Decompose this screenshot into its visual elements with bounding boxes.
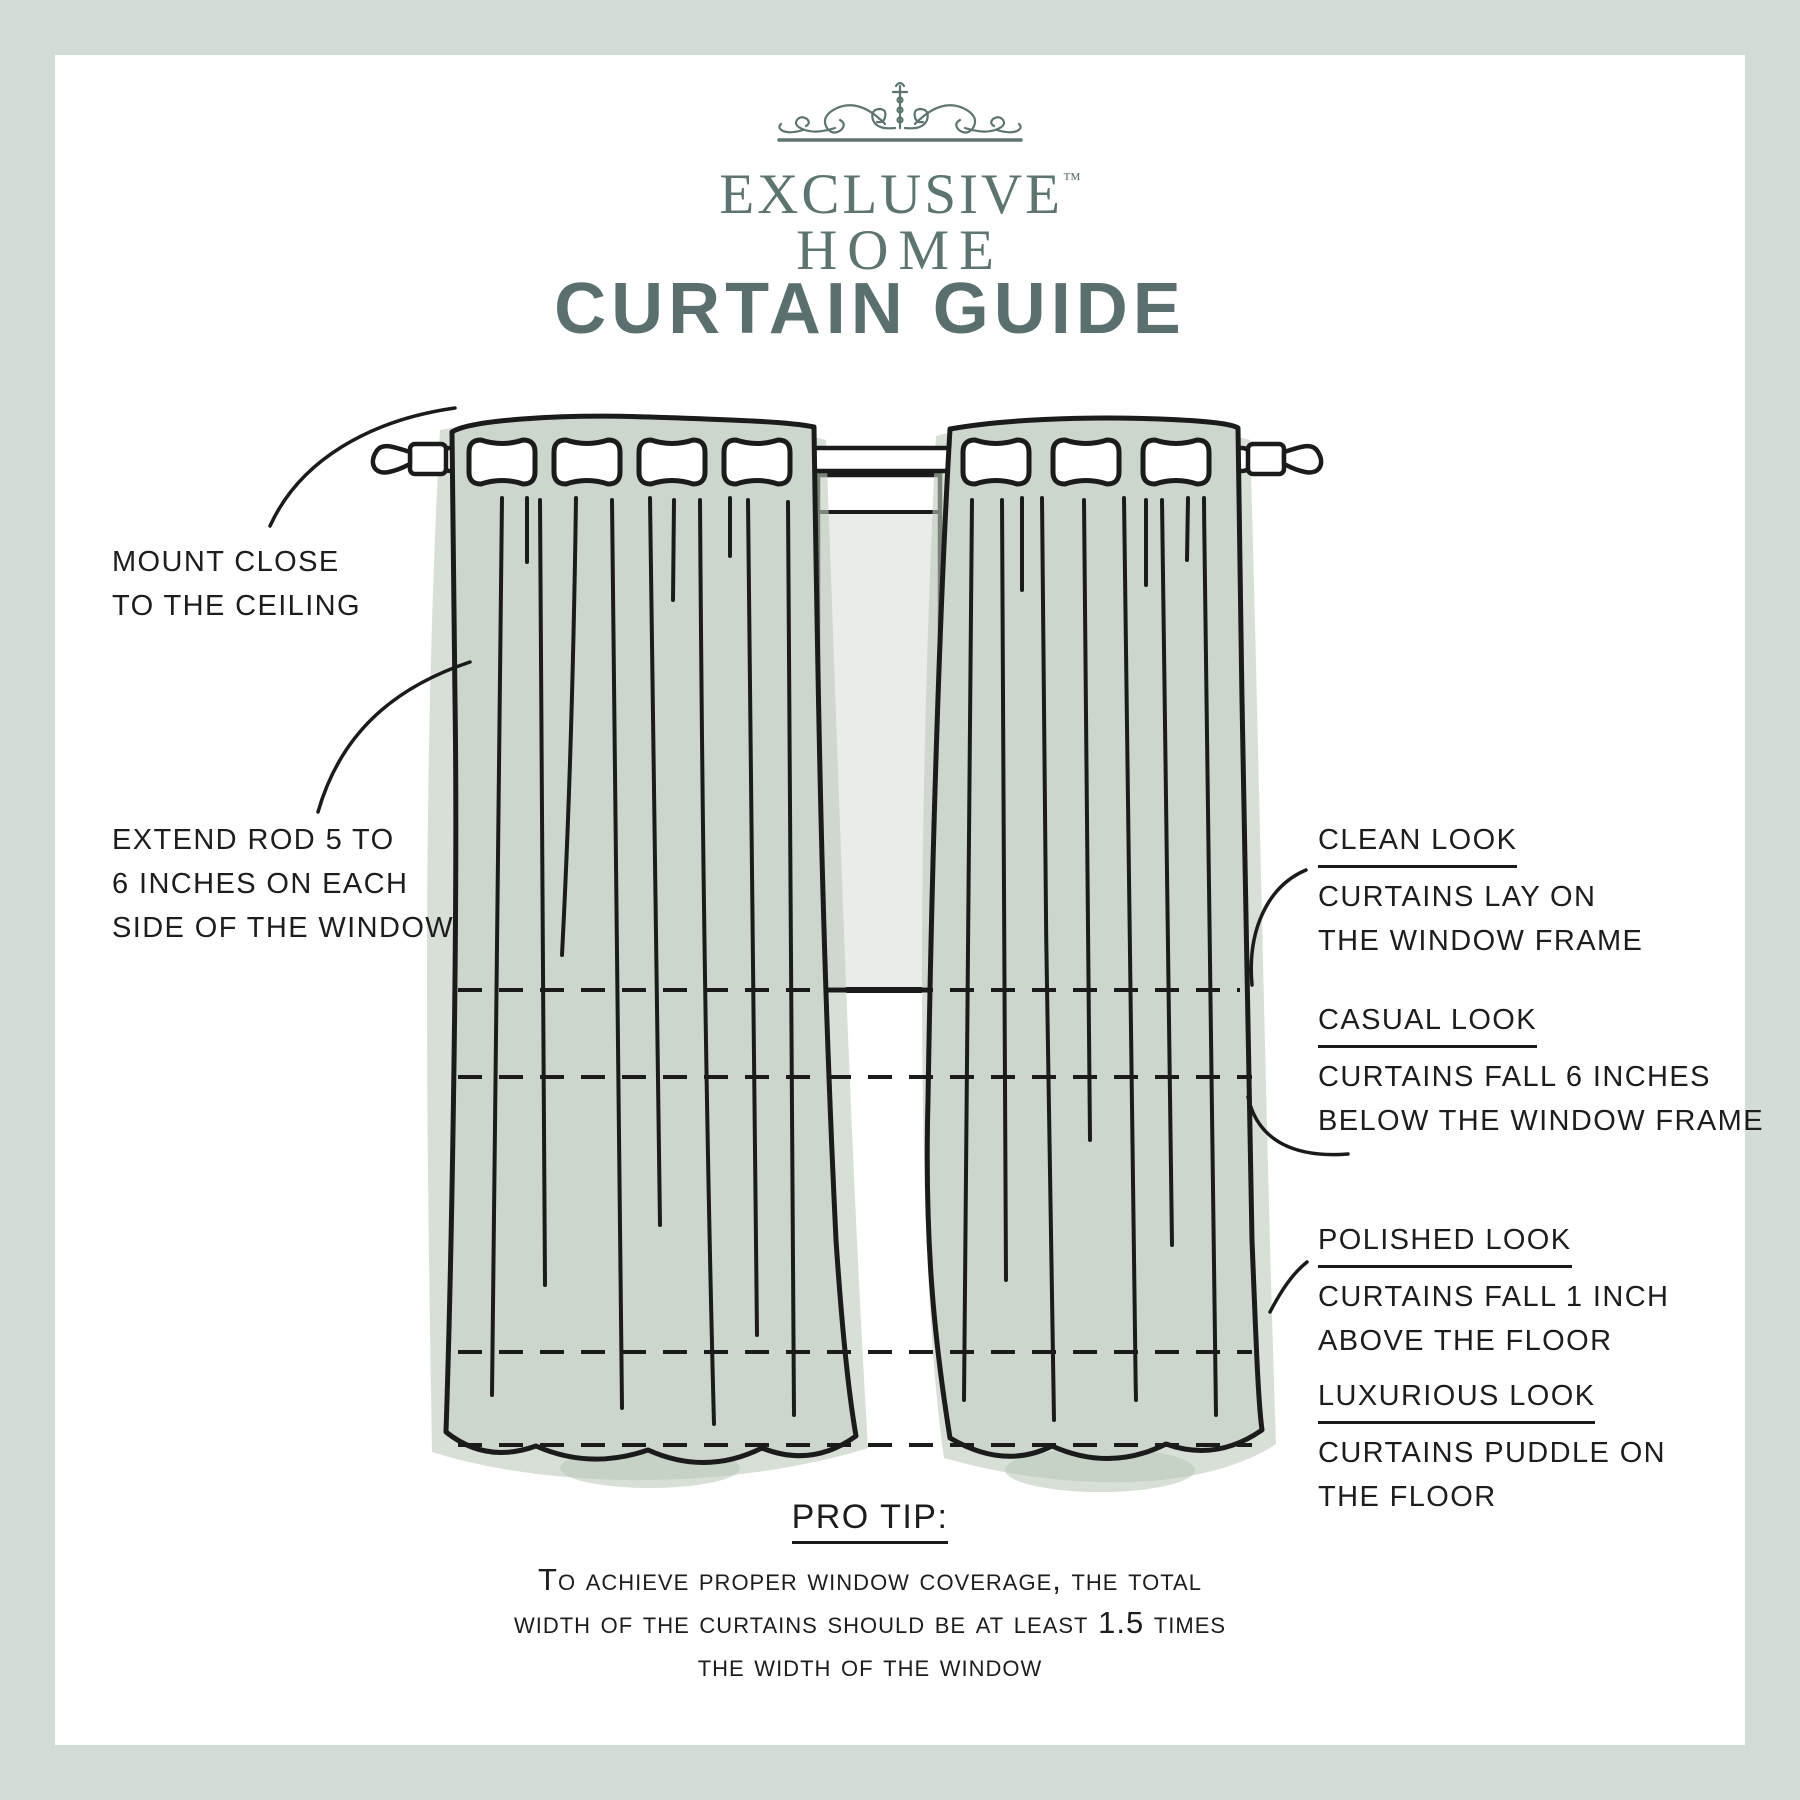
annotation-clean-look	[1318, 818, 1643, 963]
annotation-line: CURTAINS PUDDLE ON	[1318, 1437, 1667, 1469]
pro-tip-line: To achieve proper window coverage, the total	[538, 1562, 1202, 1597]
pro-tip-heading: PRO TIP:	[792, 1498, 949, 1544]
annotation-polished-look	[1318, 1218, 1669, 1363]
decorative-flourish-icon	[765, 78, 1035, 144]
page-title: CURTAIN GUIDE	[554, 269, 1186, 349]
annotation-line: ABOVE THE FLOOR	[1318, 1325, 1613, 1357]
annotation-line: CURTAINS FALL 1 INCH	[1318, 1281, 1670, 1313]
rod-collar-right	[1248, 444, 1284, 474]
annotation-line: CURTAINS FALL 6 INCHES	[1318, 1061, 1711, 1093]
annotation-mount-close	[112, 540, 361, 628]
annotation-line: MOUNT CLOSE	[112, 546, 340, 578]
connector-polished	[1270, 1262, 1307, 1312]
annotation-heading: POLISHED LOOK	[1318, 1218, 1572, 1268]
annotation-casual-look	[1318, 998, 1764, 1143]
pro-tip-line: the width of the window	[697, 1648, 1043, 1683]
annotation-line: THE WINDOW FRAME	[1318, 925, 1644, 957]
annotation-line: SIDE OF THE WINDOW	[112, 912, 455, 944]
annotation-line: CURTAINS LAY ON	[1318, 881, 1597, 913]
brand-name-line1: EXCLUSIVE™	[719, 163, 1081, 226]
trademark-symbol: ™	[1063, 169, 1081, 189]
rod-finial-left-icon	[373, 446, 410, 472]
annotation-luxurious-look	[1318, 1374, 1666, 1519]
annotation-heading: CLEAN LOOK	[1318, 818, 1517, 868]
annotation-line: THE FLOOR	[1318, 1481, 1497, 1513]
brand-logo	[0, 78, 1800, 282]
pro-tip	[420, 1498, 1320, 1687]
curtain-panel-right	[927, 418, 1262, 1459]
annotation-extend-rod	[112, 818, 454, 950]
rod-collar-left	[410, 444, 446, 474]
pro-tip-line: width of the curtains should be at least 1.5 times	[513, 1605, 1227, 1640]
annotation-line: TO THE CEILING	[112, 590, 361, 622]
annotation-heading: LUXURIOUS LOOK	[1318, 1374, 1595, 1424]
rod-finial-right-icon	[1284, 446, 1321, 472]
annotation-line: 6 INCHES ON EACH	[112, 868, 409, 900]
brand-name-line2: HOME	[796, 219, 1004, 282]
annotation-line: EXTEND ROD 5 TO	[112, 824, 395, 856]
annotation-line: BELOW THE WINDOW FRAME	[1318, 1105, 1764, 1137]
annotation-heading: CASUAL LOOK	[1318, 998, 1537, 1048]
